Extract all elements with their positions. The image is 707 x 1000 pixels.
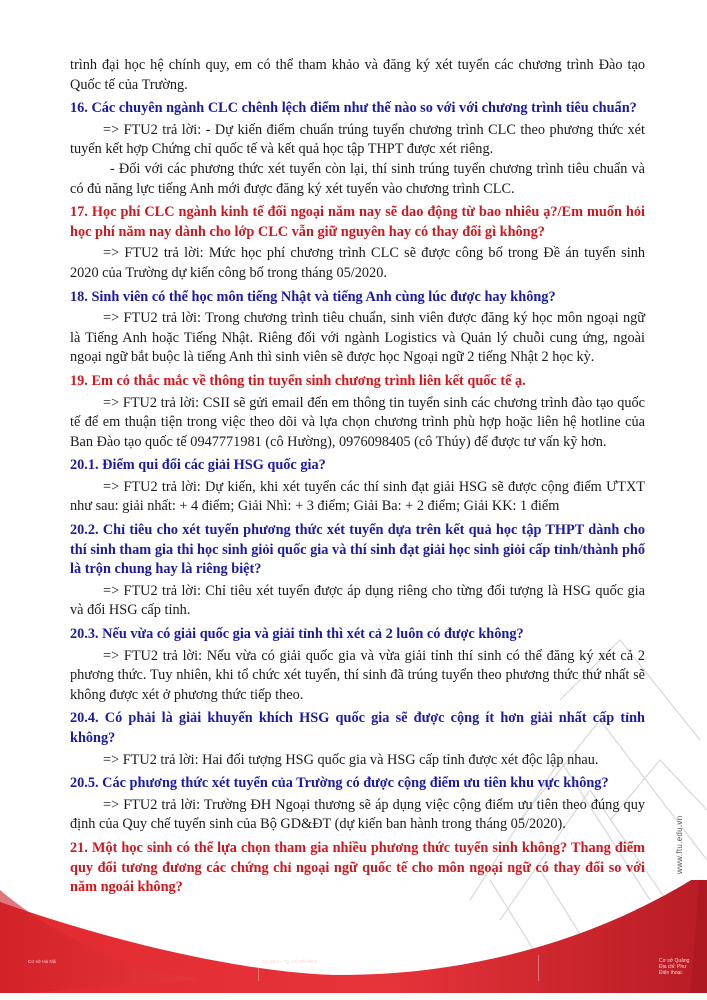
footer-hanoi-campus bbox=[28, 959, 56, 965]
answer-20-2: => FTU2 trả lời: Chỉ tiêu xét tuyển được áp dụng riêng cho từng đối tượng là HSG quốc gia và đối HSG cấp tỉnh. bbox=[70, 582, 645, 619]
footer-quangninh-campus bbox=[659, 958, 707, 976]
question-16: 16. Các chuyên ngành CLC chênh lệch điểm như thế nào so với với chương trình tiêu chuẩn? bbox=[70, 100, 637, 117]
footer-hanoi-title: Cơ sở Hà Nội bbox=[28, 959, 57, 964]
answer-17: => FTU2 trả lời: Mức học phí chương trình CLC sẽ được công bố trong Đề án tuyển sinh 2020 của Trường dự kiến công bố trong tháng 05/2020. bbox=[70, 245, 645, 281]
footer-hcmc-title: Cơ sở II – Tp. Hồ Chí Minh bbox=[262, 959, 318, 964]
footer-quangninh-title: Cơ sở Quảng bbox=[659, 958, 690, 964]
footer-divider-2 bbox=[538, 955, 539, 981]
answer-19: => FTU2 trả lời: CSII sẽ gửi email đến em thông tin tuyển sinh các chương trình đào tạo quốc tế để em thuận tiện trong việc theo dõi và lựa chọn chương trình phù hợp hoặc liên hệ hotline của Ban Đào tạo quốc tế 0947771981 (cô Hường), 0976098405 (cô Thúy) để được tư vấn kỹ hơn. bbox=[70, 394, 645, 450]
footer-hcmc-campus bbox=[262, 959, 317, 965]
question-21: 21. Một học sinh có thể lựa chọn tham gia nhiều phương thức tuyển sinh không? Thang điểm quy đổi tương đương các chứng chỉ ngoại ngữ quốc tế cho môn ngoại ngữ có thay đổi so với năm ngoái không? bbox=[70, 839, 645, 896]
intro-continuation: trình đại học hệ chính quy, em có thể tham khảo và đăng ký xét tuyển các chương trình Đào tạo Quốc tế của Trường. bbox=[70, 57, 645, 93]
answer-20-1: => FTU2 trả lời: Dự kiến, khi xét tuyển các thí sinh đạt giải HSG sẽ được cộng điểm ƯTXT như sau: giải nhất: + 4 điểm; Giải Nhì: + 3 điểm; Giải Ba: + 2 điểm; Giải KK: 1 điểm bbox=[70, 478, 645, 515]
answer-20-4: => FTU2 trả lời: Hai đối tượng HSG quốc gia và HSG cấp tỉnh được xét độc lập nhau. bbox=[103, 751, 599, 768]
document-body bbox=[70, 56, 645, 900]
page-footer bbox=[0, 880, 707, 1000]
question-17: 17. Học phí CLC ngành kinh tế đối ngoại năm nay sẽ dao động từ bao nhiêu ạ?/Em muốn hỏi học phí năm nay dành cho lớp CLC vẫn giữ nguyên hay có thay đổi gì không? bbox=[70, 204, 645, 240]
footer-red-wave bbox=[0, 880, 707, 1000]
question-20-5: 20.5. Các phương thức xét tuyển của Trường có được cộng điểm ưu tiên khu vực không? bbox=[70, 775, 609, 792]
footer-quangninh-phone: Điện thoại: bbox=[659, 970, 683, 976]
question-20-4: 20.4. Có phải là giải khuyến khích HSG quốc gia sẽ được cộng ít hơn giải nhất cấp tỉnh không? bbox=[70, 710, 645, 746]
side-website-url bbox=[675, 808, 687, 878]
question-19: 19. Em có thắc mắc về thông tin tuyển sinh chương trình liên kết quốc tế ạ. bbox=[70, 372, 526, 389]
question-20-1: 20.1. Điểm qui đổi các giải HSG quốc gia? bbox=[70, 457, 326, 474]
answer-20-5: => FTU2 trả lời: Trường ĐH Ngoại thương sẽ áp dụng việc cộng điểm ưu tiên theo đúng quy định của Quy chế tuyển sinh của Bộ GD&ĐT (dự kiến ban hành trong tháng 05/2020). bbox=[70, 796, 645, 833]
answer-18: => FTU2 trả lời: Trong chương trình tiêu chuẩn, sinh viên được đăng ký học môn ngoại ngữ là Tiếng Anh hoặc Tiếng Nhật. Riêng đối với ngành Logistics và Quản lý chuỗi cung ứng, ngoài ngoại ngữ bắt buộc là tiếng Anh thì sinh viên sẽ được học Ngoại ngữ 2 tiếng Nhật 2 học kỳ. bbox=[70, 310, 645, 366]
footer-quangninh-address: Địa chỉ: Phư bbox=[659, 964, 687, 970]
question-18: 18. Sinh viên có thể học môn tiếng Nhật và tiếng Anh cùng lúc được hay không? bbox=[70, 288, 556, 305]
answer-16-part-1: => FTU2 trả lời: - Dự kiến điểm chuẩn trúng tuyển chương trình CLC theo phương thức xét tuyển kết hợp Chứng chỉ quốc tế và kết quả học tập THPT được xét riêng. bbox=[70, 121, 645, 158]
question-20-3: 20.3. Nếu vừa có giải quốc gia và giải tỉnh thì xét cả 2 luôn có được không? bbox=[70, 626, 524, 643]
footer-divider-1 bbox=[258, 955, 259, 981]
website-url-text: www.ftu.edu.vn bbox=[675, 815, 684, 874]
answer-20-3: => FTU2 trả lời: Nếu vừa có giải quốc gia và vừa giải tỉnh thí sinh có thể đăng ký xét cả 2 phương thức. Tuy nhiên, khi tổ chức xét tuyển, thí sinh đã trúng tuyển theo phương thức thứ nhất sẽ không được xét ở phương thức tiếp theo. bbox=[70, 647, 645, 703]
answer-16-part-2: - Đối với các phương thức xét tuyển còn lại, thí sinh trúng tuyển chương trình tiêu chuẩn và có đủ năng lực tiếng Anh mới được đăng ký xét tuyển vào chương trình CLC. bbox=[70, 160, 645, 197]
question-20-2: 20.2. Chỉ tiêu cho xét tuyển phương thức xét tuyển dựa trên kết quả học tập THPT dành cho thí sinh tham gia thi học sinh giỏi quốc gia và thí sinh đạt giải học sinh giỏi cấp tỉnh/thành phố là trộn chung hay là riêng biệt? bbox=[70, 522, 645, 578]
